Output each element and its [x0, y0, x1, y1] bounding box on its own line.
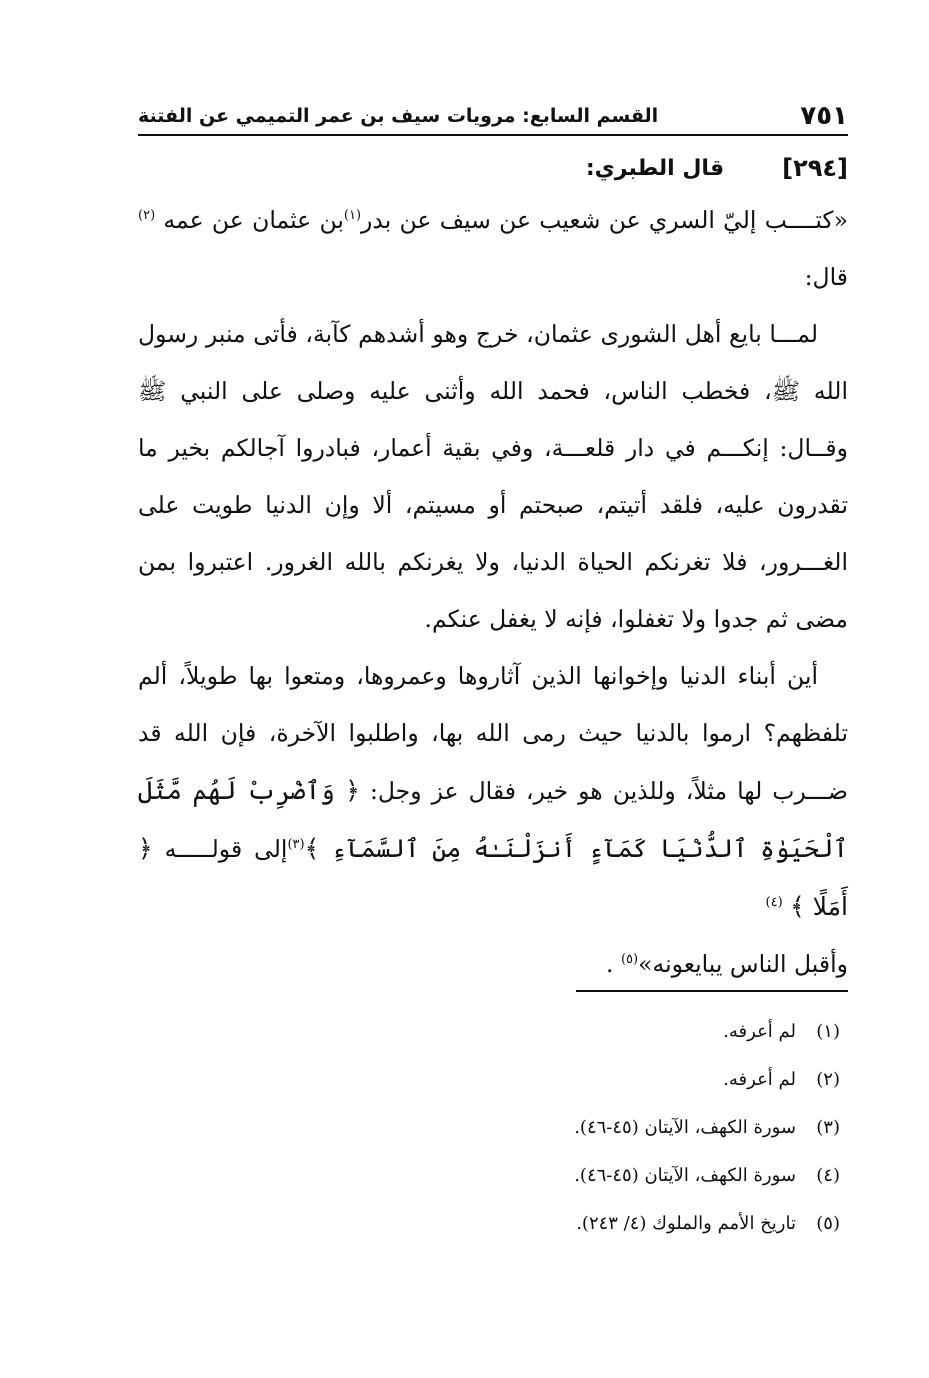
footnote-item: [138, 1056, 840, 1104]
footnote-number: (٢): [816, 1069, 840, 1090]
quran-verse: ﴿ أَمَلًا ﴾: [138, 834, 848, 921]
footnote-text: لم أعرفه.: [723, 1069, 796, 1090]
footnote-ref: (٥): [620, 952, 639, 968]
footnote-text: تاريخ الأمم والملوك (٤/ ٢٤٣).: [576, 1213, 796, 1234]
page-number: ٧٥١: [800, 101, 848, 131]
paragraph-parable: أين أبناء الدنيا وإخوانها الذين آثاروها وعمروها، ومتعوا بها طويلاً، ألم تلفظهم؟ ارموا بالدنيا حيث رمى الله بها، واطلبوا الآخرة، فإن الله قد ضـــرب لها مثلاً، وللذين هو خير، فقال عز وجل: ﴿ وَٱضْرِبْ لَهُم مَّثَلَ ٱلْحَيَوٰةِ ٱلدُّنْيَا كَمَآءٍ أَنزَلْنَـٰهُ مِنَ ٱلسَّمَآءِ ﴾$^{(٣)}$إلى قولـــــه ﴿ أَمَلًا ﴾ $^{(٤)}$: [138, 662, 848, 921]
body-text: [138, 192, 848, 993]
entry-source: قال الطبري:: [585, 155, 725, 181]
footnote-ref: (٣): [287, 837, 305, 853]
footnote-item: [138, 1104, 840, 1152]
footnote-divider: [576, 990, 848, 992]
footnote-text: لم أعرفه.: [723, 1021, 796, 1042]
footnote-item: [138, 1152, 840, 1200]
footnote-text: سورة الكهف، الآيتان (٤٥-٤٦).: [574, 1117, 796, 1138]
footnote-ref: (١): [343, 208, 362, 224]
header-title: القسم السابع: مرويات سيف بن عمر التميمي عن الفتنة: [138, 105, 659, 127]
footnote-item: [138, 1008, 840, 1056]
footnote-ref: (٢): [138, 208, 156, 224]
footnote-item: [138, 1200, 840, 1248]
paragraph-isnad: «كتــــب إليّ السري عن شعيب عن سيف عن بدر$^{(١)}$بن عثمان عن عمه $^{(٢)}$ قال:: [138, 206, 848, 291]
footnotes: [138, 1008, 840, 1248]
paragraph-closing: وأقبل الناس يبايعونه»$^{(٥)}$ .: [605, 950, 848, 978]
entry-number: [٢٩٤]: [782, 154, 848, 182]
footnote-number: (١): [816, 1021, 840, 1042]
paragraph-speech: لمـــا بايع أهل الشورى عثمان، خرج وهو أشدهم كآبة، فأتى منبر رسول الله ﷺ، فخطب الناس، فحمد الله وأثنى عليه وصلى على النبي ﷺ وقــال: إنكـــم في دار قلعـــة، وفي بقية أعمار، فبادروا آجالكم بخير ما تقدرون عليه، فلقد أتيتم، صبحتم أو مسيتم، ألا وإن الدنيا طويت على الغـــرور، فلا تغرنكم الحياة الدنيا، ولا يغرنكم بالله الغرور. اعتبروا بمن مضى ثم جدوا ولا تغفلوا، فإنه لا يغفل عنكم.: [138, 320, 848, 633]
footnote-number: (٥): [816, 1213, 840, 1234]
entry-heading: [138, 146, 848, 190]
footnote-number: (٣): [816, 1117, 840, 1138]
quran-verse: ﴿ وَٱضْرِبْ لَهُم مَّثَلَ ٱلْحَيَوٰةِ ٱلدُّنْيَا كَمَآءٍ أَنزَلْنَـٰهُ مِنَ ٱلسَّمَآءِ ﴾: [138, 776, 848, 863]
footnote-number: (٤): [816, 1165, 840, 1186]
running-header: [138, 98, 848, 136]
footnote-ref: (٤): [765, 895, 783, 911]
footnote-text: سورة الكهف، الآيتان (٤٥-٤٦).: [574, 1165, 796, 1186]
